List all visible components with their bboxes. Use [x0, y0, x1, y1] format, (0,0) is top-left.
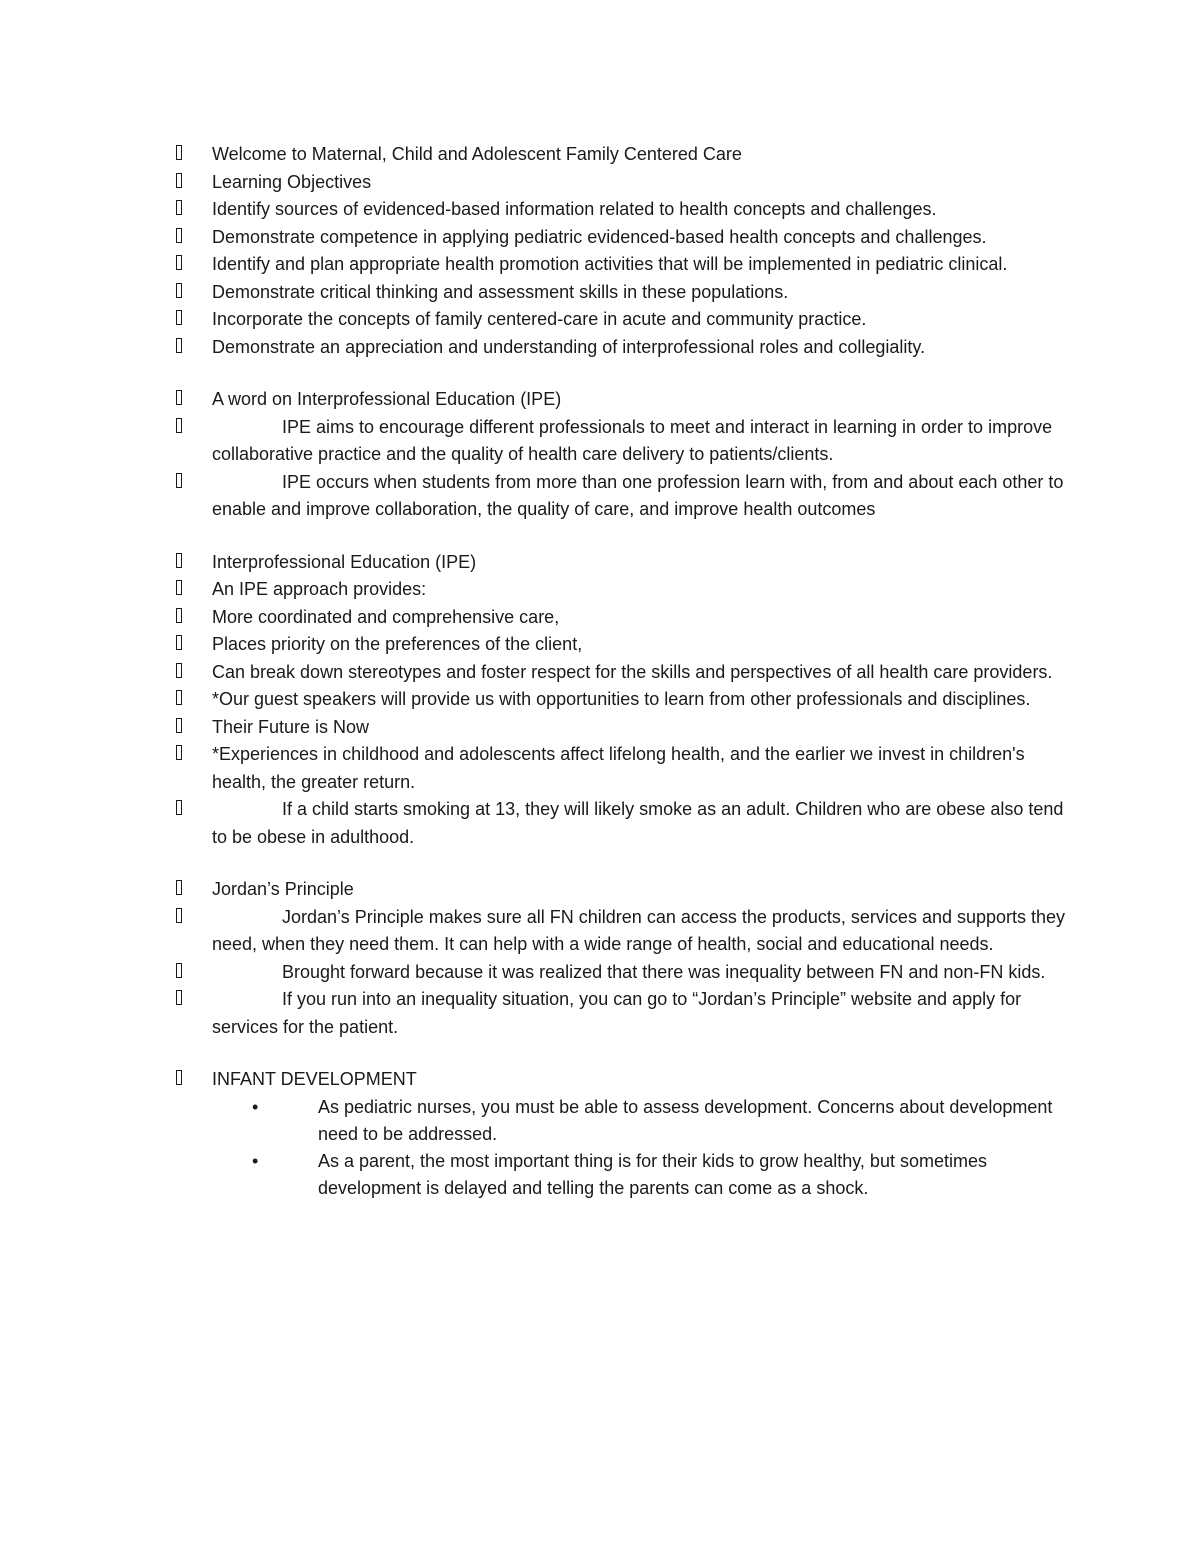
- list-item: [176, 469, 1076, 524]
- list-item: [176, 196, 1076, 224]
- list-item: [176, 141, 1076, 169]
- item-text: An IPE approach provides:: [212, 579, 427, 599]
- item-text: Identify sources of evidenced-based information related to health concepts and challenges.: [212, 199, 937, 219]
- list-item: [176, 796, 1076, 851]
- section-jordans-principle: [176, 876, 1076, 1041]
- section-infant-development: [176, 1066, 1076, 1202]
- list-item: [176, 576, 1076, 604]
- missing-glyph-box-icon: [176, 145, 182, 160]
- list-item: [176, 904, 1076, 959]
- bullet-text: As pediatric nurses, you must be able to assess development. Concerns about development need to be addressed.: [318, 1096, 1053, 1144]
- missing-glyph-box-icon: [176, 963, 182, 978]
- list-item: [176, 414, 1076, 469]
- item-text: IPE occurs when students from more than one profession learn with, from and about each other to enable and improve collaboration, the quality of care, and improve health outcomes: [212, 471, 1064, 519]
- list-item: [176, 224, 1076, 252]
- missing-glyph-box-icon: [176, 283, 182, 298]
- item-text: Demonstrate competence in applying pediatric evidenced-based health concepts and challenges.: [212, 226, 987, 247]
- missing-glyph-box-icon: [176, 908, 182, 923]
- missing-glyph-box-icon: [176, 173, 182, 188]
- missing-glyph-box-icon: [176, 690, 182, 705]
- list-item: [176, 169, 1076, 197]
- list-item: [176, 279, 1076, 307]
- missing-glyph-box-icon: [176, 580, 182, 595]
- bullet-list-item: [176, 1148, 1076, 1202]
- item-text: *Our guest speakers will provide us with opportunities to learn from other professionals and disciplines.: [212, 689, 1031, 709]
- missing-glyph-box-icon: [176, 1070, 182, 1085]
- list-item: [176, 631, 1076, 659]
- missing-glyph-box-icon: [176, 200, 182, 215]
- list-item: [176, 386, 1076, 414]
- item-text: If you run into an inequality situation, you can go to “Jordan’s Principle” website and apply for services for the patient.: [212, 989, 1022, 1037]
- list-item: [176, 1066, 1076, 1094]
- bullet-text: As a parent, the most important thing is for their kids to grow healthy, but sometimes development is delayed and telling the parents can come as a shock.: [318, 1150, 987, 1198]
- missing-glyph-box-icon: [176, 255, 182, 270]
- item-text: If a child starts smoking at 13, they will likely smoke as an adult. Children who are obese also tend to be obese in adulthood.: [212, 799, 1064, 847]
- missing-glyph-box-icon: [176, 990, 182, 1005]
- item-text: Brought forward because it was realized that there was inequality between FN and non-FN kids.: [282, 961, 1046, 982]
- item-text: Can break down stereotypes and foster respect for the skills and perspectives of all health care providers.: [212, 661, 1053, 682]
- list-item: [176, 741, 1076, 796]
- list-item: [176, 549, 1076, 577]
- missing-glyph-box-icon: [176, 608, 182, 623]
- list-item: [176, 604, 1076, 632]
- list-item: [176, 659, 1076, 687]
- missing-glyph-box-icon: [176, 228, 182, 243]
- missing-glyph-box-icon: [176, 473, 182, 488]
- item-text: Jordan’s Principle: [212, 879, 354, 899]
- item-text: Their Future is Now: [212, 716, 370, 737]
- item-text: Places priority on the preferences of the client,: [212, 634, 583, 654]
- list-item: [176, 251, 1076, 279]
- missing-glyph-box-icon: [176, 718, 182, 733]
- item-text: Learning Objectives: [212, 171, 372, 192]
- missing-glyph-box-icon: [176, 800, 182, 815]
- section-welcome: [176, 141, 1076, 361]
- item-text: *Experiences in childhood and adolescents affect lifelong health, and the earlier we invest in children's health, the greater return.: [212, 744, 1025, 792]
- item-text: Interprofessional Education (IPE): [212, 551, 477, 572]
- item-text: More coordinated and comprehensive care,: [212, 606, 560, 627]
- missing-glyph-box-icon: [176, 745, 182, 760]
- list-item: [176, 686, 1076, 714]
- item-text: A word on Interprofessional Education (IPE): [212, 389, 562, 409]
- section-ipe: [176, 549, 1076, 852]
- item-text: Jordan’s Principle makes sure all FN children can access the products, services and supports they need, when they need them. It can help with a wide range of health, social and educational needs.: [212, 906, 1066, 954]
- bullet-list: [176, 1094, 1076, 1202]
- item-text: Welcome to Maternal, Child and Adolescent Family Centered Care: [212, 144, 742, 164]
- list-item: [176, 306, 1076, 334]
- document-body: [176, 141, 1076, 1202]
- missing-glyph-box-icon: [176, 635, 182, 650]
- item-text: IPE aims to encourage different professionals to meet and interact in learning in order to improve collaborative practice and the quality of health care delivery to patients/clients.: [212, 416, 1053, 464]
- bullet-list-item: [176, 1094, 1076, 1148]
- bullet-dot-icon: •: [252, 1150, 259, 1171]
- missing-glyph-box-icon: [176, 663, 182, 678]
- list-item: [176, 959, 1076, 987]
- missing-glyph-box-icon: [176, 880, 182, 895]
- missing-glyph-box-icon: [176, 390, 182, 405]
- missing-glyph-box-icon: [176, 310, 182, 325]
- missing-glyph-box-icon: [176, 418, 182, 433]
- section-ipe-word: [176, 386, 1076, 524]
- missing-glyph-box-icon: [176, 553, 182, 568]
- list-item: [176, 876, 1076, 904]
- list-item: [176, 334, 1076, 362]
- item-text: Incorporate the concepts of family centered-care in acute and community practice.: [212, 309, 867, 329]
- list-item: [176, 714, 1076, 742]
- list-item: [176, 986, 1076, 1041]
- bullet-dot-icon: •: [252, 1096, 259, 1117]
- item-text: Demonstrate an appreciation and understanding of interprofessional roles and collegiality.: [212, 336, 926, 357]
- missing-glyph-box-icon: [176, 338, 182, 353]
- item-text: Demonstrate critical thinking and assessment skills in these populations.: [212, 281, 789, 302]
- item-text: Identify and plan appropriate health promotion activities that will be implemented in pediatric clinical.: [212, 254, 1008, 274]
- item-text: INFANT DEVELOPMENT: [212, 1069, 417, 1089]
